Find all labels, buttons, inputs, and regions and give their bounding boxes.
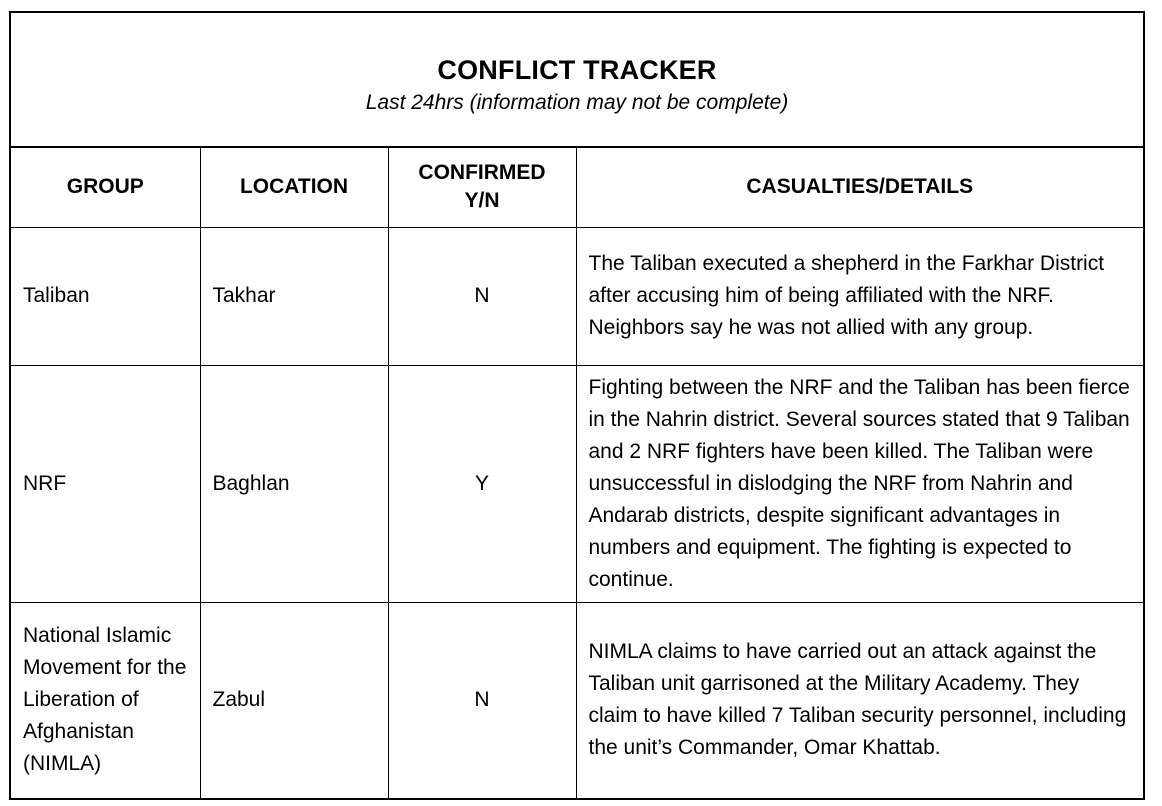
- table-row: [11, 227, 1143, 365]
- header-group: GROUP: [11, 148, 200, 227]
- tracker-table: [11, 148, 1143, 798]
- cell-details: NIMLA claims to have carried out an attack against the Taliban unit garrisoned at the Military Academy. They claim to have killed 7 Taliban security personnel, including the unit’s Commander, Omar Khattab.: [576, 602, 1143, 798]
- header-row: [11, 148, 1143, 227]
- conflict-tracker-table: [9, 11, 1145, 800]
- table-row: [11, 365, 1143, 602]
- cell-location: Zabul: [200, 602, 388, 798]
- header-details: CASUALTIES/DETAILS: [576, 148, 1143, 227]
- cell-confirmed: Y: [388, 365, 576, 602]
- cell-confirmed: N: [388, 602, 576, 798]
- header-location: LOCATION: [200, 148, 388, 227]
- cell-details: The Taliban executed a shepherd in the Farkhar District after accusing him of being affiliated with the NRF. Neighbors say he was not allied with any group.: [576, 227, 1143, 365]
- cell-group: Taliban: [11, 227, 200, 365]
- page-subtitle: Last 24hrs (information may not be complete): [365, 91, 789, 114]
- cell-group: NRF: [11, 365, 200, 602]
- table-row: [11, 602, 1143, 798]
- header-confirmed-line1: CONFIRMED: [418, 161, 546, 185]
- cell-location: Baghlan: [200, 365, 388, 602]
- cell-location: Takhar: [200, 227, 388, 365]
- cell-group: National Islamic Movement for the Liberation of Afghanistan (NIMLA): [11, 602, 200, 798]
- cell-details: Fighting between the NRF and the Taliban has been fierce in the Nahrin district. Several sources stated that 9 Taliban and 2 NRF fighters have been killed. The Taliban were unsuccessful in dislodging the NRF from Nahrin and Andarab districts, despite significant advantages in numbers and equipment. The fighting is expected to continue.: [576, 365, 1143, 602]
- header-confirmed-line2: Y/N: [464, 189, 500, 213]
- page-title: CONFLICT TRACKER: [437, 55, 717, 85]
- cell-confirmed: N: [388, 227, 576, 365]
- header-confirmed: [388, 148, 576, 227]
- title-block: [11, 13, 1143, 148]
